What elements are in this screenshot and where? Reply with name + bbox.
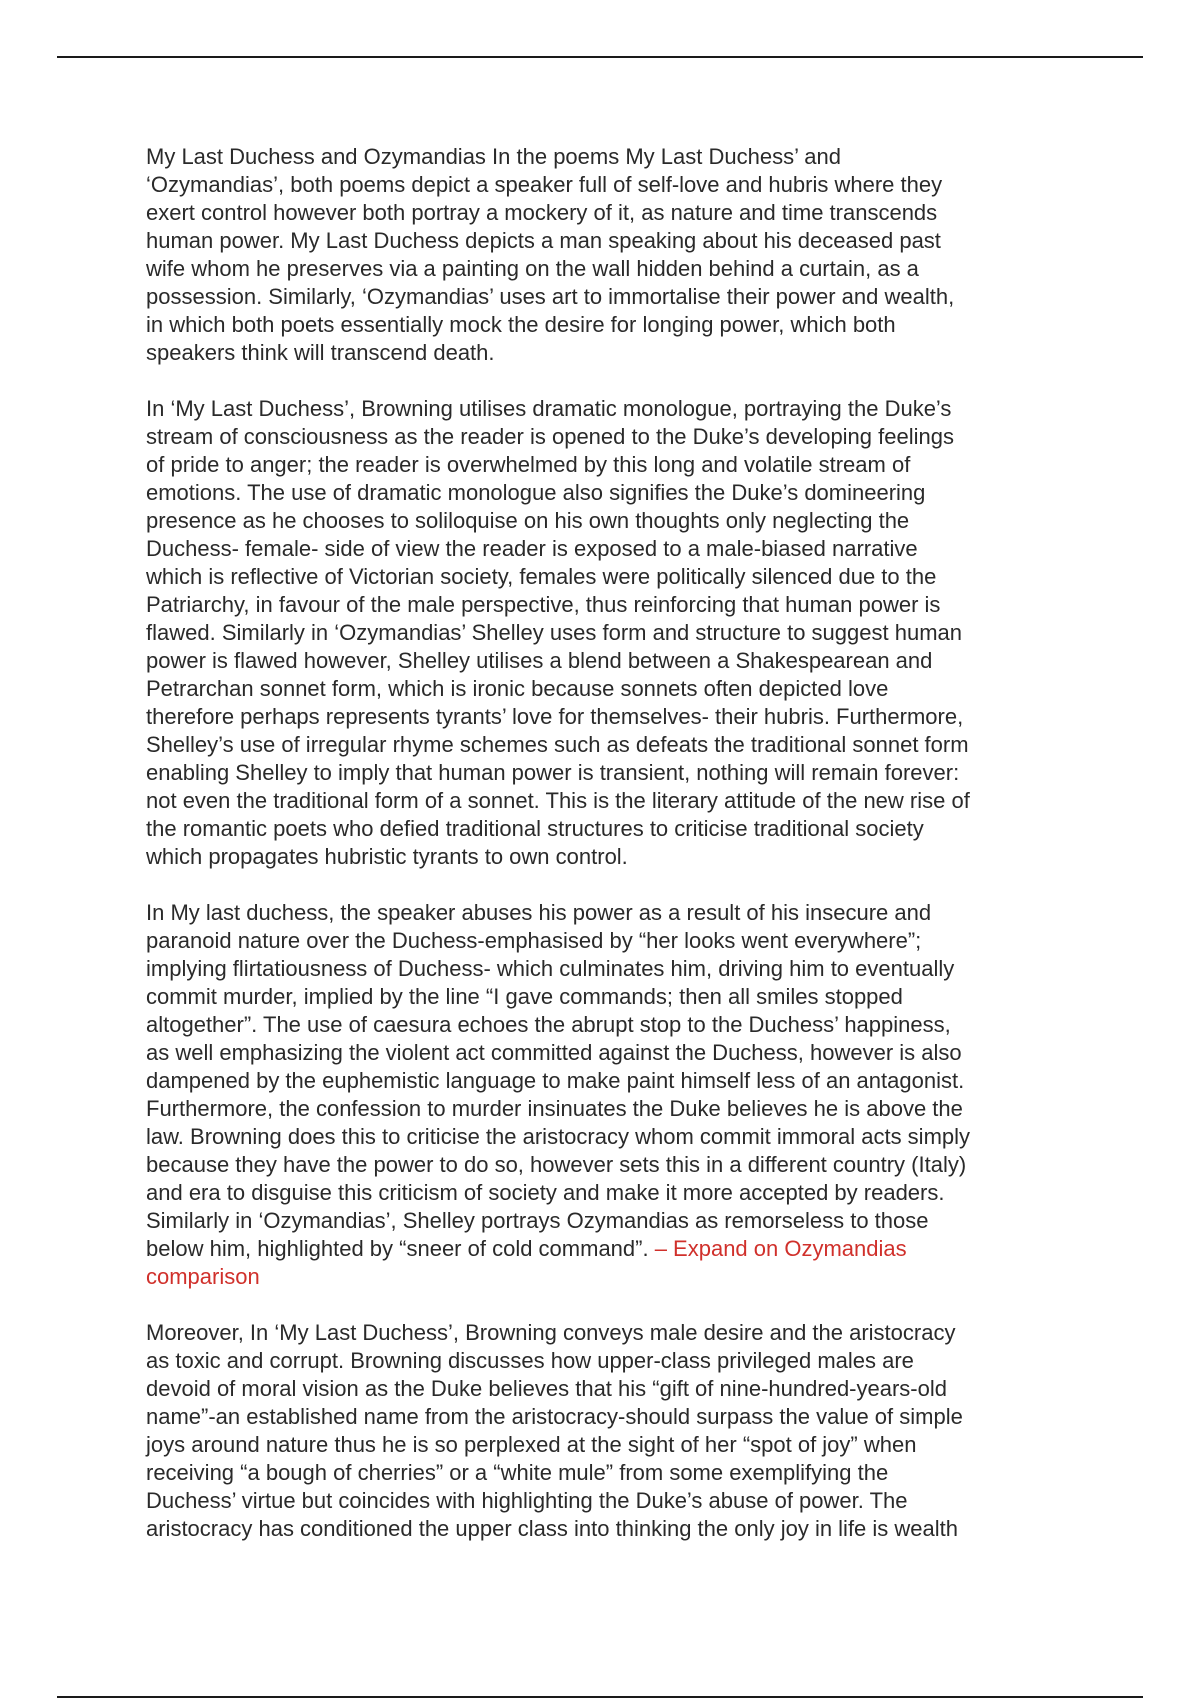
paragraph-aristocracy: Moreover, In ‘My Last Duchess’, Browning conveys male desire and the aristocracy as toxic and corrupt. Browning discusses how upper-class privileged males are devoid of moral vision as the Duke believes that his “gift of nine-hundred-years-old name”-an established name from the aristocracy-should surpass the value of simple joys around nature thus he is so perplexed at the sight of her “spot of joy” when receiving “a bough of cherries” or a “white mule” from some exemplifying the Duchess’ virtue but coincides with highlighting the Duke’s abuse of power. The aristocracy has conditioned the upper class into thinking the only joy in life is wealth (146, 1320, 963, 1541)
paragraph-power-abuse (146, 899, 1074, 1291)
annotation-note: – Expand on Ozymandias comparison (146, 1236, 907, 1289)
paragraph-form-structure: In ‘My Last Duchess’, Browning utilises dramatic monologue, portraying the Duke’s stream of consciousness as the reader is opened to the Duke’s developing feelings of pride to anger; the reader is overwhelmed by this long and volatile stream of emotions. The use of dramatic monologue also signifies the Duke’s domineering presence as he chooses to soliloquise on his own thoughts only neglecting the Duchess- female- side of view the reader is exposed to a male-biased narrative which is reflective of Victorian society, females were politically silenced due to the Patriarchy, in favour of the male perspective, thus reinforcing that human power is flawed. Similarly in ‘Ozymandias’ Shelley uses form and structure to suggest human power is flawed however, Shelley utilises a blend between a Shakespearean and Petrarchan sonnet form, which is ironic because sonnets often depicted love therefore perhaps represents tyrants’ love for themselves- their hubris. Furthermore, Shelley’s use of irregular rhyme schemes such as defeats the traditional sonnet form enabling Shelley to imply that human power is transient, nothing will remain forever: not even the traditional form of a sonnet. This is the literary attitude of the new rise of the romantic poets who defied traditional structures to criticise traditional society which propagates hubristic tyrants to own control. (146, 396, 970, 869)
document-body (146, 143, 1074, 1571)
paragraph-power-abuse-text: In My last duchess, the speaker abuses his power as a result of his insecure and paranoid nature over the Duchess-emphasised by “her looks went everywhere”; implying flirtatiousness of Duchess- which culminates him, driving him to eventually commit murder, implied by the line “I gave commands; then all smiles stopped altogether”. The use of caesura echoes the abrupt stop to the Duchess’ happiness, as well emphasizing the violent act committed against the Duchess, however is also dampened by the euphemistic language to make paint himself less of an antagonist. Furthermore, the confession to murder insinuates the Duke believes he is above the law. Browning does this to criticise the aristocracy whom commit immoral acts simply because they have the power to do so, however sets this in a different country (Italy) and era to disguise this criticism of society and make it more accepted by readers. Similarly in ‘Ozymandias’, Shelley portrays Ozymandias as remorseless to those below him, highlighted by “sneer of cold command”. (146, 900, 971, 1261)
paragraph-intro: My Last Duchess and Ozymandias In the poems My Last Duchess’ and ‘Ozymandias’, both poems depict a speaker full of self-love and hubris where they exert control however both portray a mockery of it, as nature and time transcends human power. My Last Duchess depicts a man speaking about his deceased past wife whom he preserves via a painting on the wall hidden behind a curtain, as a possession. Similarly, ‘Ozymandias’ uses art to immortalise their power and wealth, in which both poets essentially mock the desire for longing power, which both speakers think will transcend death. (146, 144, 955, 365)
footer-rule (57, 1696, 1143, 1698)
header-rule (57, 56, 1143, 58)
